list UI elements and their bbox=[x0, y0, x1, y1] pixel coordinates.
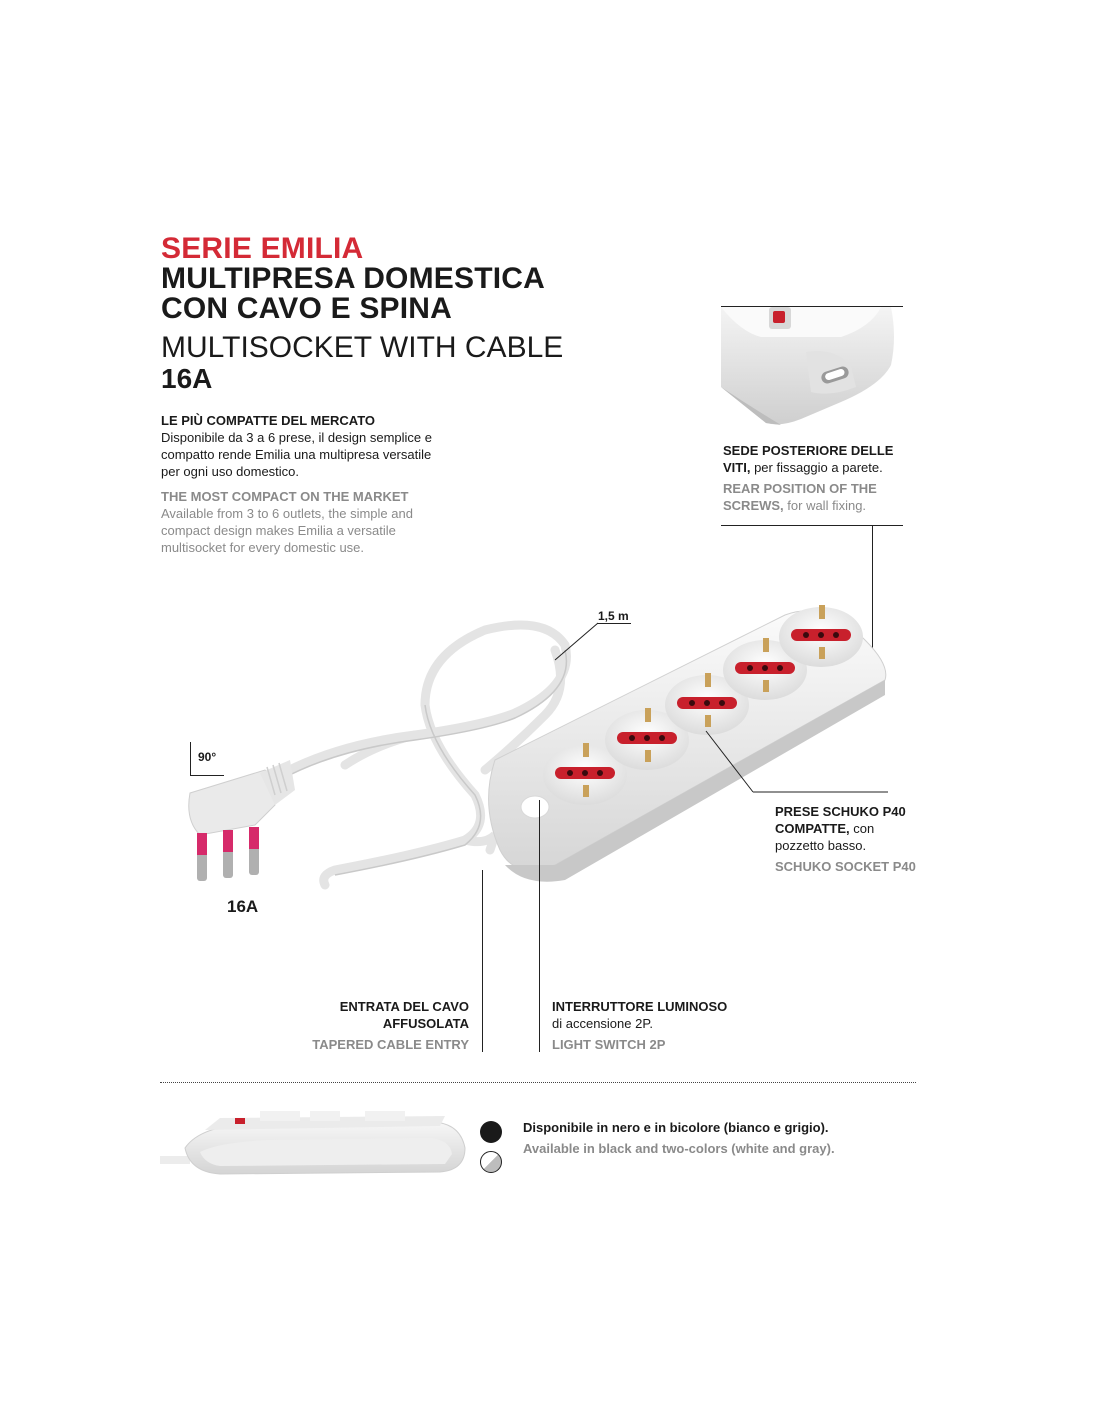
cable-entry-it-line2: AFFUSOLATA bbox=[382, 1016, 469, 1031]
switch-it-rest: di accensione 2P. bbox=[552, 1016, 653, 1031]
cable-entry-it-line1: ENTRATA DEL CAVO bbox=[339, 999, 469, 1014]
intro-it-line3: per ogni uso domestico. bbox=[161, 464, 300, 479]
product-amperage: 16A bbox=[161, 363, 213, 394]
rear-callout-rule bbox=[721, 525, 903, 526]
plug bbox=[189, 760, 295, 881]
series-title: SERIE EMILIA bbox=[161, 232, 364, 265]
plug-angle-vline bbox=[190, 742, 191, 776]
cable-length-leader bbox=[550, 622, 600, 662]
product-title-line1: MULTIPRESA DOMESTICA bbox=[161, 262, 545, 295]
intro-en-title: THE MOST COMPACT ON THE MARKET bbox=[161, 489, 409, 504]
light-switch bbox=[521, 796, 549, 818]
availability-en: Available in black and two-colors (white and gray). bbox=[523, 1141, 835, 1156]
availability-it: Disponibile in nero e in bicolore (bianco e grigio). bbox=[523, 1120, 829, 1135]
intro-en-line1: Available from 3 to 6 outlets, the simple and bbox=[161, 506, 413, 521]
rear-en-bold1: REAR POSITION OF THE bbox=[723, 481, 877, 496]
intro-it-line1: Disponibile da 3 a 6 prese, il design semplice e bbox=[161, 430, 432, 445]
sockets-it-rest1: con bbox=[849, 821, 875, 836]
intro-en-line2: compact design makes Emilia a versatile bbox=[161, 523, 396, 538]
cable-entry-leader bbox=[482, 870, 483, 1052]
cable-length-rule bbox=[597, 623, 631, 624]
intro-it-line2: compatto rende Emilia una multipresa versatile bbox=[161, 447, 432, 462]
plug-angle-hline bbox=[190, 775, 224, 776]
switch-en: LIGHT SWITCH 2P bbox=[552, 1037, 666, 1052]
plug-amperage-label: 16A bbox=[227, 897, 259, 916]
sockets-it-bold2: COMPATTE, bbox=[775, 821, 850, 836]
rear-en-rest: for wall fixing. bbox=[783, 498, 867, 513]
switch-leader bbox=[539, 800, 540, 1052]
rear-en-bold2: SCREWS, bbox=[723, 498, 784, 513]
rear-it-bold2: VITI, bbox=[723, 460, 751, 475]
product-title bbox=[161, 264, 545, 324]
rear-it-rest: per fissaggio a parete. bbox=[750, 460, 883, 475]
color-swatch-bicolor bbox=[480, 1151, 502, 1173]
section-divider bbox=[160, 1082, 916, 1083]
cable-entry-en: TAPERED CABLE ENTRY bbox=[312, 1037, 469, 1052]
sockets-it-bold1: PRESE SCHUKO P40 bbox=[775, 804, 906, 819]
product-subtitle: MULTISOCKET WITH CABLE bbox=[161, 331, 564, 364]
intro-italian bbox=[161, 412, 461, 480]
intro-it-title: LE PIÙ COMPATTE DEL MERCATO bbox=[161, 413, 376, 428]
product-title-line2: CON CAVO E SPINA bbox=[161, 292, 453, 325]
sockets-callout bbox=[775, 803, 935, 875]
rear-detail-image bbox=[721, 307, 903, 432]
sockets-it-rest2: pozzetto basso. bbox=[775, 838, 867, 853]
sockets-en: SCHUKO SOCKET P40 bbox=[775, 859, 916, 874]
rear-callout bbox=[723, 442, 913, 514]
color-swatch-black bbox=[480, 1121, 502, 1143]
cable-length-label: 1,5 m bbox=[598, 609, 629, 623]
availability-text bbox=[523, 1119, 903, 1157]
intro-en-line3: multisocket for every domestic use. bbox=[161, 540, 365, 555]
switch-callout bbox=[552, 998, 772, 1053]
cable-entry-callout bbox=[290, 998, 469, 1053]
rear-it-bold1: SEDE POSTERIORE DELLE bbox=[723, 443, 894, 458]
plug-angle-label: 90° bbox=[198, 750, 217, 764]
intro-english bbox=[161, 488, 461, 556]
sockets-leader bbox=[705, 730, 890, 794]
switch-it-bold: INTERRUTTORE LUMINOSO bbox=[552, 999, 728, 1014]
side-view-image bbox=[160, 1108, 470, 1178]
